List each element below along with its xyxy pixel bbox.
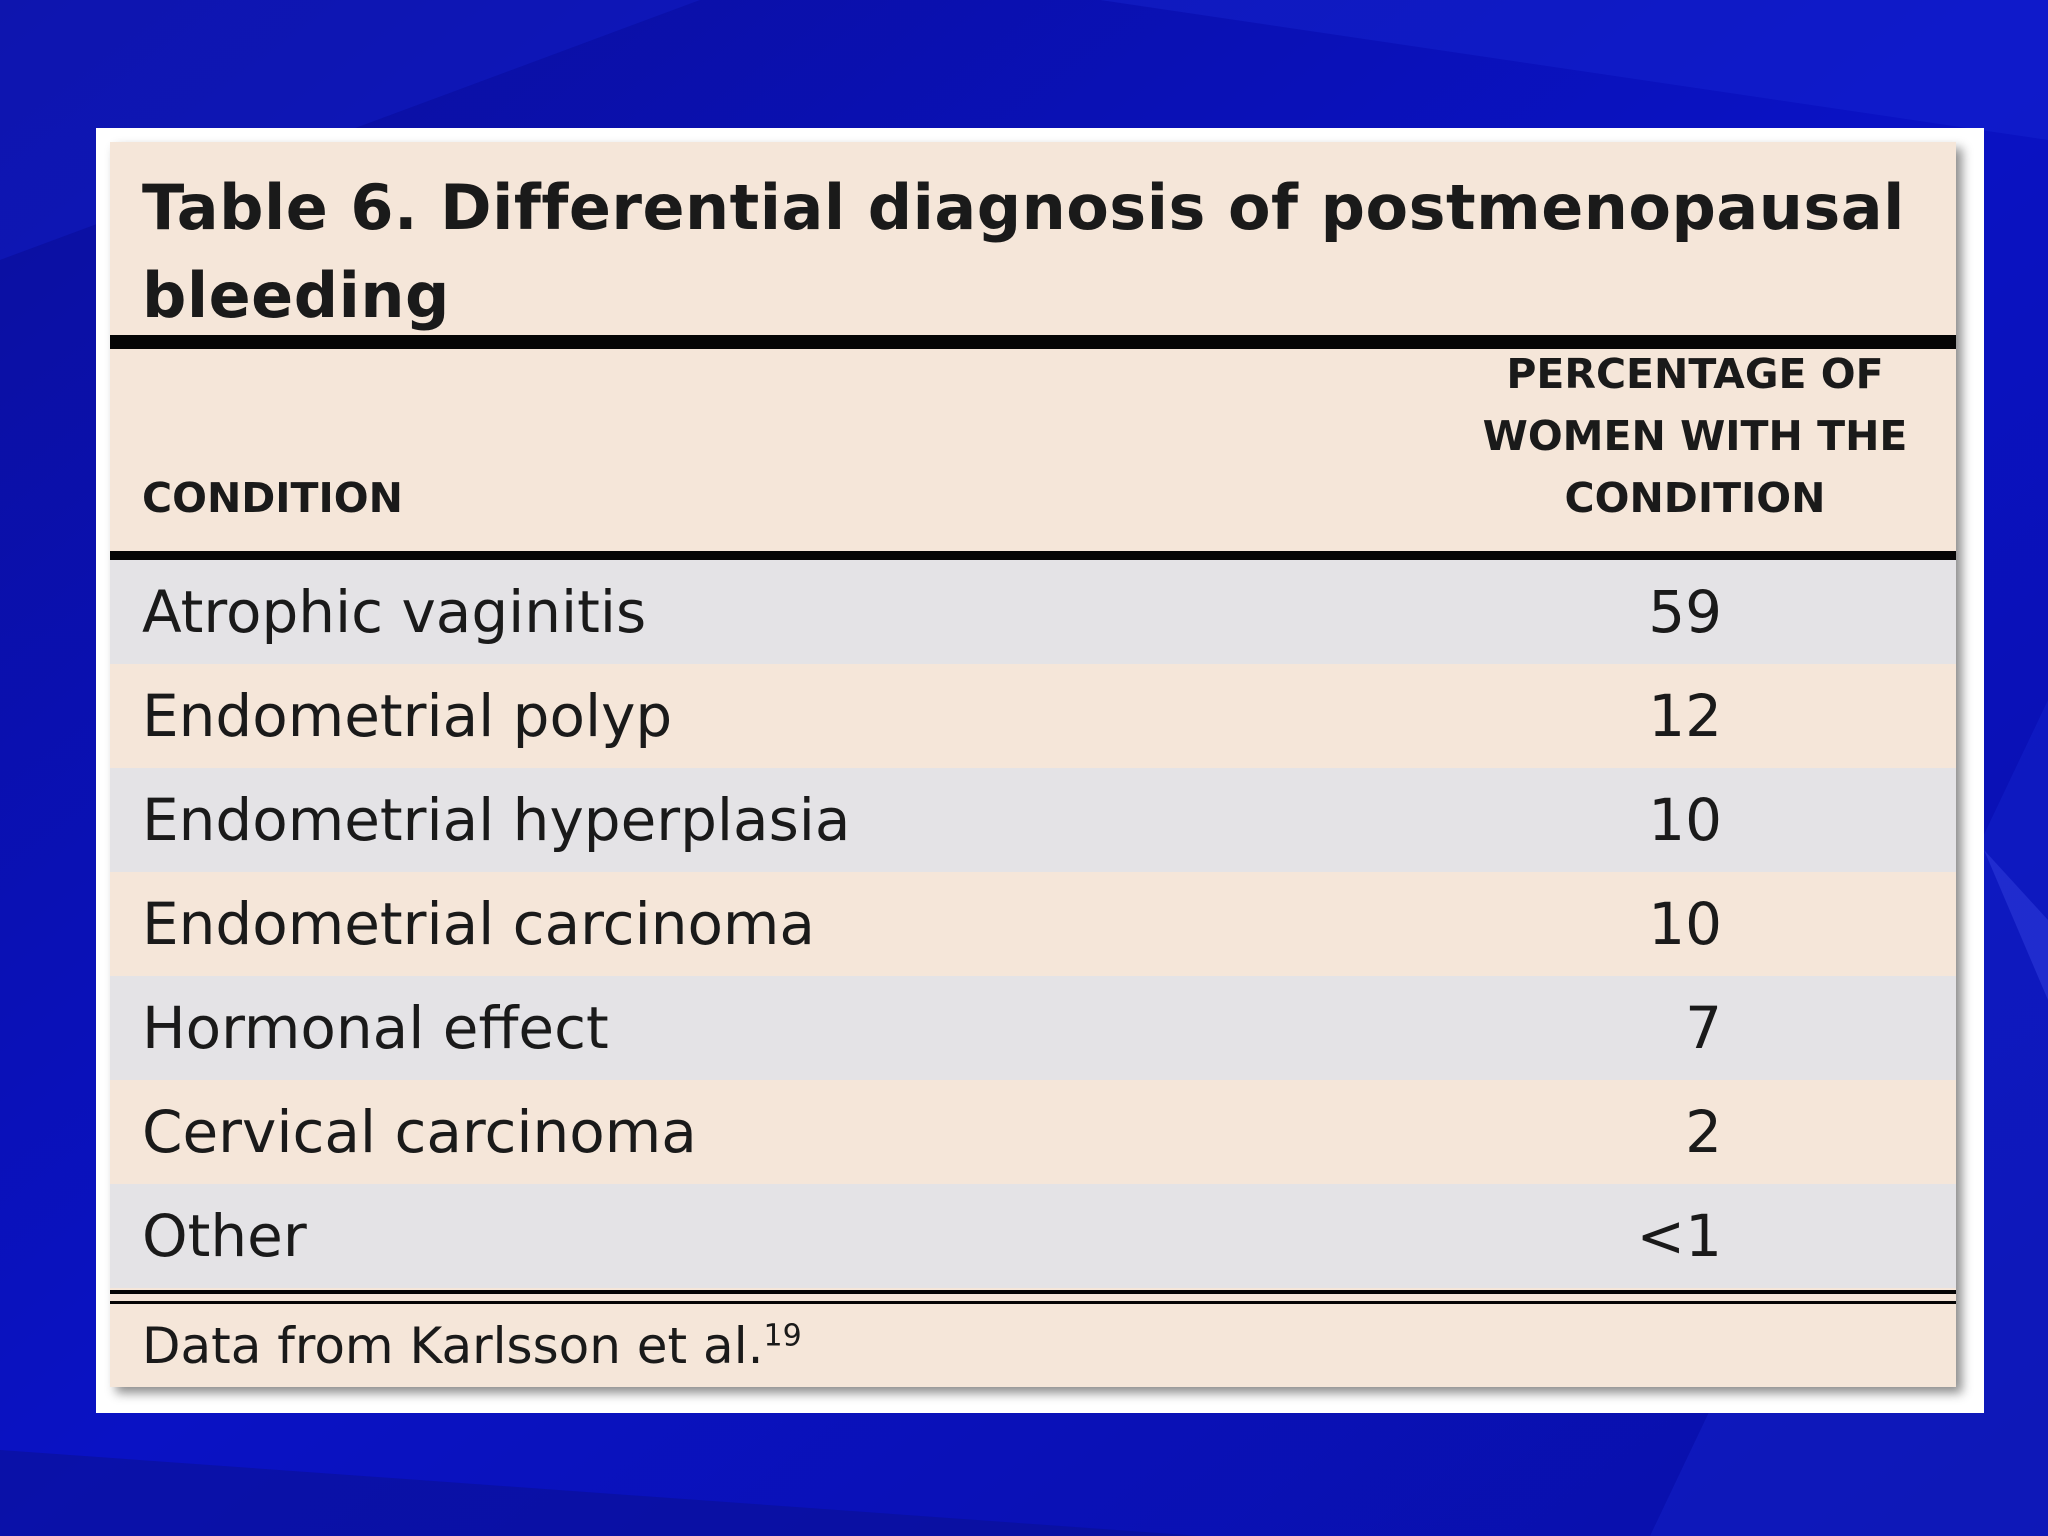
row-percentage: 59 xyxy=(1648,578,1722,646)
table-row xyxy=(110,872,1956,976)
row-percentage: 2 xyxy=(1685,1098,1722,1166)
row-percentage: <1 xyxy=(1636,1202,1722,1270)
row-condition: Endometrial hyperplasia xyxy=(142,786,851,854)
column-header-condition: CONDITION xyxy=(142,474,403,522)
table-row xyxy=(110,1184,1956,1288)
row-condition: Atrophic vaginitis xyxy=(142,578,647,646)
footer-rule-upper xyxy=(110,1290,1956,1294)
table-footnote xyxy=(142,1310,802,1382)
header-rule xyxy=(110,551,1956,560)
row-condition: Cervical carcinoma xyxy=(142,1098,697,1166)
row-percentage: 10 xyxy=(1648,890,1722,958)
footnote-reference: 19 xyxy=(763,1318,802,1354)
table-header xyxy=(110,349,1956,551)
table-card xyxy=(96,128,1984,1413)
table-row xyxy=(110,1080,1956,1184)
table-panel xyxy=(110,142,1956,1387)
table-body xyxy=(110,560,1956,1288)
row-percentage: 12 xyxy=(1648,682,1722,750)
table-row xyxy=(110,664,1956,768)
footnote-text: Data from Karlsson et al. xyxy=(142,1317,764,1375)
row-condition: Hormonal effect xyxy=(142,994,609,1062)
row-percentage: 7 xyxy=(1685,994,1722,1062)
table-row xyxy=(110,976,1956,1080)
footer-rule-lower xyxy=(110,1301,1956,1304)
column-header-percentage: PERCENTAGE OF WOMEN WITH THE CONDITION xyxy=(1482,350,1908,522)
row-percentage: 10 xyxy=(1648,786,1722,854)
table-title: Table 6. Differential diagnosis of postmenopausal bleeding xyxy=(142,171,1905,332)
table-row xyxy=(110,768,1956,872)
row-condition: Endometrial carcinoma xyxy=(142,890,815,958)
table-row xyxy=(110,560,1956,664)
row-condition: Other xyxy=(142,1202,307,1270)
row-condition: Endometrial polyp xyxy=(142,682,673,750)
